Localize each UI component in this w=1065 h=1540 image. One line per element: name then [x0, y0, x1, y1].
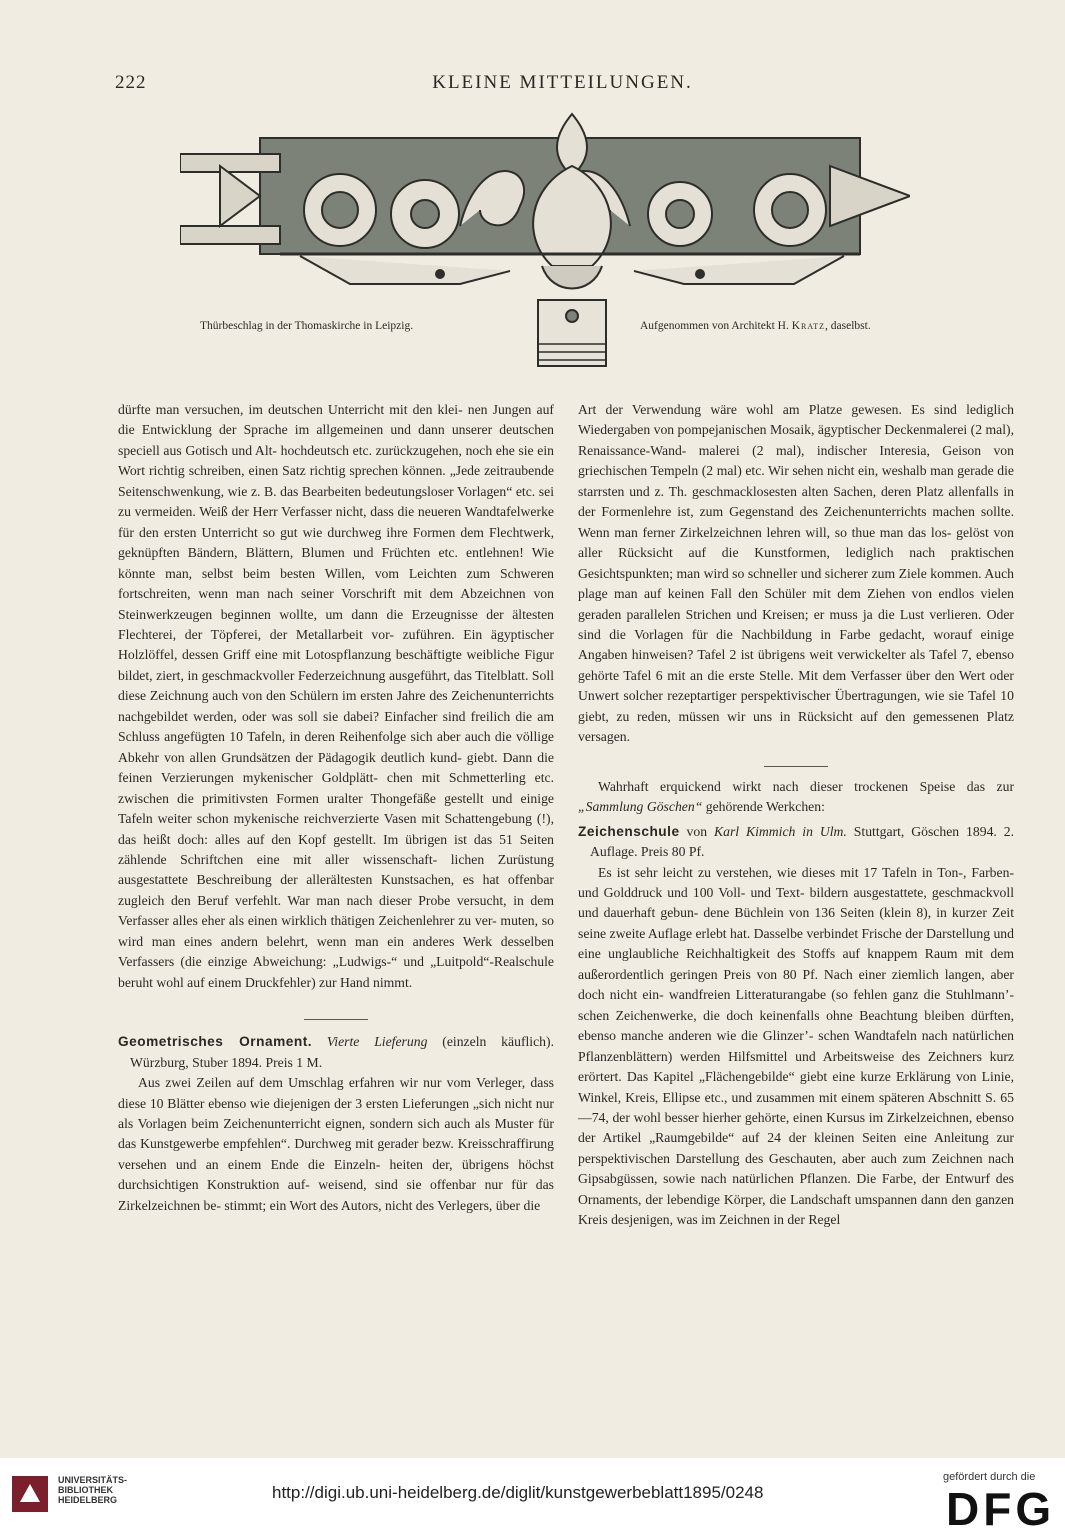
- caption-credit: Aufgenommen von Architekt H.: [640, 320, 792, 332]
- review-entry-zeichenschule: [578, 822, 1014, 863]
- left-column: [118, 400, 554, 1216]
- entry-von: von: [686, 823, 708, 839]
- entry-heading: Zeichenschule: [578, 823, 680, 839]
- right-paragraph-1: Art der Verwendung wäre wohl am Platze gewesen. Es sind lediglich Wiedergaben von pompejanischen Mosaik, ägyptischer Deckenmalerei (2 mal), Renaissance-Wand- malerei (2 mal), indischer Interesia, Geison von griechischen Tempeln (2 mal) etc. Wir sehen nicht ein, weshalb man gerade die starrsten und z. Th. geschmacklosesten alten Sachen, deren Platz allenfalls in der Formenlehre ist, zum Gegenstand des Zeichenunterrichts machen sollte. Wenn man ferner Zirkelzeichnen lehren will, so thue man das los- gelöst von aller Rücksicht auf die Kunstformen, lediglich nach praktischen Gesichtspunkten; man wird so schneller und sicherer zum Ziele kommen. Auch plage man auf keinen Fall den Schüler mit dem Ziehen von endlos vielen geraden parallelen Strichen und Kreisen; er muss ja die Lust verlieren. Oder sind die Vorlagen für die Nachbildung in Farbe gedacht, worauf einige Angaben hinweisen? Tafel 2 ist übrigens weit verwickelter als Tafel 7, ebenso gehörte Tafel 6 mit an die erste Stelle. Mit dem Verfasser über den Wert oder Unwert solcher rezeptartiger perspektivischer Übertragungen, wie sie Tafel 10 giebt, zu reden, müssen wir uns in Rücksicht auf den gemessenen Platz versagen.: [578, 402, 1014, 745]
- paragraph-text: Wahrhaft erquickend wirkt nach dieser trockenen Speise das zur: [598, 778, 1014, 794]
- caption-architect-name: Kratz: [791, 320, 826, 332]
- left-paragraph-1: dürfte man versuchen, im deutschen Unterricht mit den klei- nen Jungen auf die Entwicklung der Sprache im allgemeinen und dann unserer deutschen speciell aus Gotisch und Alt- hochdeutsch etc. zurückzugehen, noch ehe sie ein Wort richtig schreiben, einen Satz richtig sprechen können. „Jede zeitraubende Seitenschwenkung, wie z. B. das Bearbeiten bedeutungsloser Vorlagen“ etc. sei zu vermeiden. Weiß der Herr Verfasser nicht, dass die neueren Wandtafelwerke für den ersten Unterricht so gut wie durchweg ihre Formen dem Flechtwerk, geknüpften Bändern, Blättern, Blumen und Früchten etc. entlehnen! Wie könnte man, selbst beim besten Willen, vom Leichten zum Schweren fortschreiten, wenn man nach seiner Vorschrift mit dem Abzeichnen von Steinwerkzeugen beginnen wollte, um dann die Erzeugnisse der ältesten Flechterei, der Töpferei, der Metallarbeit vor- zuführen. Ein ägyptischer Holzlöffel, dessen Griff eine mit Lotospflanzung beschäftigte weibliche Figur bildet, ziert, in geschmackvoller Federzeichnung ausgeführt, das Titelblatt. Soll diese Zeichnung auch von den Schülern im ersten Jahre des Zeichenunterrichts nachgebildet werden, oder was soll sie dabei? Einfacher sind freilich die am Schluss angefügten 10 Tafeln, in deren Reihenfolge sich aber auch die völlige Abkehr von allen Grundsätzen der Pädagogik deutlich kund- giebt. Dann die feinen Verzierungen mykenischer Goldplätt- chen mit Schmetterling etc. zwischen die primitivsten Formen uralter Thongefäße gestellt und einige Tafeln weiter schon mykenische reichverzierte Vasen mit Schattengebung (!), das heißt doch: alles auf den Kopf gestellt. Im übrigen ist das 51 Seiten zählende Schriftchen eine mit aller wissenschaft- lichen Zurüstung ausgestattete Beschreibung der allerältesten Kunstsachen, es hat offenbar zugleich den Beruf verfehlt. War man nach dieser Probe versucht, in dem Verfasser alles eher als einen wirklich thätigen Zeichenlehrer zu ver- muten, so wird man eines andern belehrt, wenn man ein anderes Werk desselben Verfassers (die einzige Abweichung: „Ludwigs-“ und „Luitpold“-Realschule beruht wohl auf einem Druckfehler) zur Hand nimmt.: [118, 402, 554, 990]
- door-fitting-illustration: [180, 106, 910, 374]
- digital-copy-link[interactable]: http://digi.ub.uni-heidelberg.de/diglit/kunstgewerbeblatt1895/0248: [272, 1483, 764, 1502]
- entry-details: (einzeln käuflich). Würzburg, Stuber 1894. Preis 1 M.: [130, 1034, 555, 1070]
- dfg-logo: DFG: [946, 1483, 1056, 1535]
- review-entry-geometrisches-ornament: [118, 1032, 554, 1073]
- caption-place: , daselbst.: [825, 320, 871, 332]
- right-paragraph-2: [578, 777, 1014, 818]
- right-paragraph-3: Es ist sehr leicht zu verstehen, wie dieses mit 17 Tafeln in Ton-, Farben- und Golddruck und 100 Voll- und Text- bildern ausgestattete, geschmackvoll und dauerhaft gebun- dene Büchlein von 136 Seiten (klein 8), in kurzer Zeit seine zweite Auflage erlebt hat. Dasselbe verbindet Frische der Darstellung und eine unglaubliche Reichhaltigkeit des Stoffs auf knappem Raum mit dem außerordentlich geringen Preis von 80 Pf. Nach einer ziemlich langen, aber doch nicht ein- wandfreien Litteraturangabe (so fehlen ganz die Stuhlmann’- schen Zeichenwerke, die doch keinenfalls ohne Beachtung bleiben dürften, ebenso manche anderen wie die Glinzer’- schen Wandtafeln nach natürlichen Pflanzenblättern) werden Hilfsmittel und Arbeitsweise des Zeichners kurz erörtert. Das Kapitel „Flächengebilde“ giebt eine kurze Erklärung von Linie, Winkel, Kreis, Ellipse etc., und zusammen mit einem späteren Abschnitt S. 65—74, der wohl besser hierher gehörte, einen Kursus im Zirkelzeichnen, ebenso der Artikel „Raumgebilde“ auf 24 der kleinen Seiten eine Anleitung zur perspektivischen Darstellung des Geschauten, aber auch zum Zeichnen nach Gipsabgüssen, sowie nach natürlichen Pflanzen. Die Farbe, der Entwurf des Ornaments, der lebendige Körper, die Landschaft umspannen dann den ganzen Kreis desjenigen, was im Zeichnen in der Regel: [578, 864, 1014, 1228]
- right-column: [578, 400, 1014, 1231]
- entry-details: Stuttgart, Göschen 1894. 2. Auflage. Preis 80 Pf.: [590, 823, 1015, 860]
- series-title: „Sammlung Göschen“: [578, 799, 703, 815]
- institution-line: UNIVERSITÄTS-: [58, 1475, 128, 1485]
- entry-italic: Vierte Lieferung: [326, 1034, 428, 1050]
- institution-line: HEIDELBERG: [58, 1495, 118, 1505]
- figure-caption-left: Thürbeschlag in der Thomaskirche in Leipzig.: [200, 320, 414, 332]
- entry-author: Karl Kimmich in Ulm.: [713, 823, 847, 839]
- section-divider: [764, 766, 828, 767]
- section-title: KLEINE MITTEILUNGEN.: [432, 72, 693, 93]
- funded-by-label: gefördert durch die: [943, 1471, 1036, 1483]
- section-divider: [304, 1019, 368, 1020]
- running-head: [115, 72, 1010, 100]
- entry-heading: Geometrisches Ornament.: [118, 1034, 313, 1050]
- page-number: 222: [115, 72, 147, 93]
- institution-name: [58, 1475, 127, 1505]
- university-logo-icon: [8, 1472, 52, 1516]
- figure-caption-right: [640, 320, 871, 332]
- paragraph-text-end: gehörende Werkchen:: [705, 799, 825, 815]
- left-paragraph-2: Aus zwei Zeilen auf dem Umschlag erfahren wir nur vom Verleger, dass diese 10 Blätter ebenso wie diejenigen der 3 ersten Lieferungen „sich nicht nur als Vorlagen beim Zeichenunterricht eignen, sondern sich auch als Muster für das Kunstgewerbe empfehlen“. Durchweg mit gerader bezw. Kreisschraffirung versehen und an einem Ende die Einzeln- heiten der, übrigens höchst durchsichtigen Konstruktion auf- weisend, sind sie offenbar nur für das Zirkelzeichnen be- stimmt; ein Wort des Autors, nicht des Verlegers, über die: [118, 1075, 554, 1213]
- institution-line: BIBLIOTHEK: [58, 1485, 113, 1495]
